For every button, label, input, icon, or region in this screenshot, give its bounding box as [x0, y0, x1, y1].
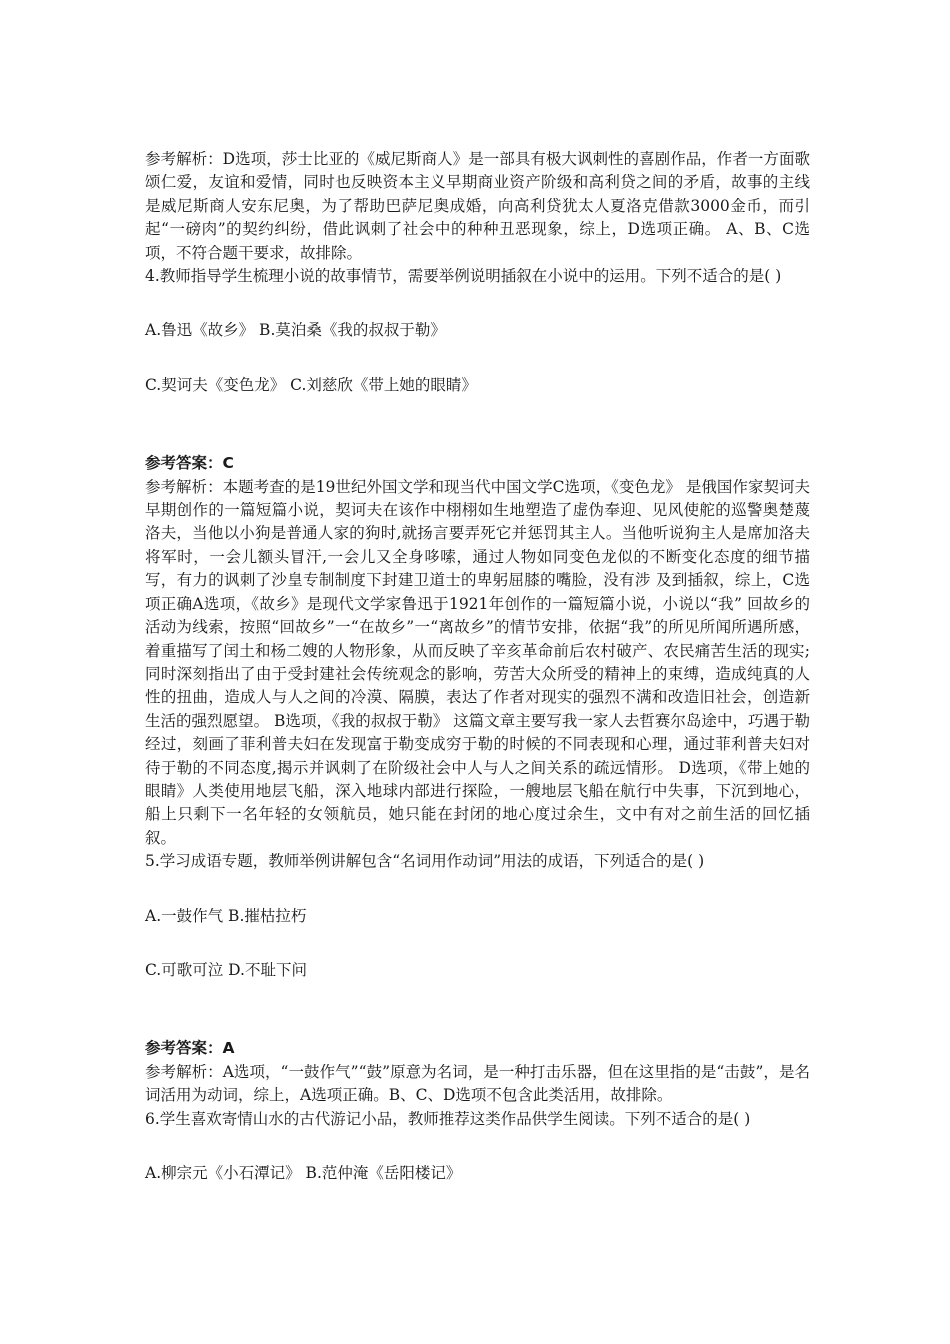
q5-answer-label: 参考答案： — [145, 1038, 223, 1058]
q5-analysis: 参考解析：A选项，“一鼓作气”“鼓”原意为名词，是一种打击乐器，但在这里指的是“击鼓”，是名词活用为动词，综上，A选项正确。B、C、D选项不包含此类活用，故排除。 — [145, 1062, 810, 1105]
q3-analysis: 参考解析：D选项，莎士比亚的《威尼斯商人》是一部具有极大讽刺性的喜剧作品，作者一方面歌颂仁爱，友谊和爱情，同时也反映资本主义早期商业资产阶级和高利贷之间的矛盾，故事的主线是威尼斯商人安东尼奥，为了帮助巴萨尼奥成婚，向高利贷犹太人夏洛克借款3000金币，而引起“一磅肉”的契约纠纷，借此讽刺了社会中的种种丑恶现象，综上，D选项正确。 A、B、C选项，不符合题干要求，故排除。 — [145, 150, 810, 262]
q5-stem: 5.学习成语专题，教师举例讲解包含“名词用作动词”用法的成语，下列适合的是( ) — [145, 852, 705, 871]
q5-answer — [145, 1036, 810, 1060]
q4-stem: 4.教师指导学生梳理小说的故事情节，需要举例说明插叙在小说中的运用。下列不适合的是( ) — [145, 267, 782, 286]
q6-stem: 6.学生喜欢寄情山水的古代游记小品，教师推荐这类作品供学生阅读。下列不适合的是( ) — [145, 1109, 751, 1128]
q4-analysis: 参考解析：本题考查的是19世纪外国文学和现当代中国文学C选项，《变色龙》 是俄国作家契诃夫早期创作的一篇短篇小说，契诃夫在该作中栩栩如生地塑造了虚伪奉迎、见风使舵的巡警奥楚蔑洛夫，当他以小狗是普通人家的狗时,就扬言要弄死它并惩罚其主人。当他听说狗主人是席加洛夫将军时，一会儿额头冒汗,一会儿又全身哆嗦，通过人物如同变色龙似的不断变化态度的细节描写，有力的讽刺了沙皇专制制度下封建卫道士的卑躬屈膝的嘴脸，没有涉 及到插叙，综上，C选项正确A选项，《故乡》是现代文学家鲁迅于1921年创作的一篇短篇小说，小说以“我” 回故乡的活动为线索，按照“回故乡”一“在故乡”一“离故乡”的情节安排，依据“我”的所见所闻所遇所感，着重描写了闰土和杨二嫂的人物形象，从而反映了辛亥革命前后农村破产、农民痛苦生活的现实;同时深刻指出了由于受封建社会传统观念的影响，劳苦大众所受的精神上的束缚，造成纯真的人性的扭曲，造成人与人之间的冷漠、隔膜，表达了作者对现实的强烈不满和改造旧社会，创造新生活的强烈愿望。 B选项，《我的叔叔于勒》 这篇文章主要写我一家人去哲赛尔岛途中，巧遇于勒经过，刻画了菲利普夫妇在发现富于勒变成穷于勒的时候的不同表现和心理，通过菲利普夫妇对待于勒的不同态度,揭示并讽刺了在阶级社会中人与人之间关系的疏远情形。 D选项，《带上她的眼睛》人类使用地层飞船，深入地球内部进行探险，一艘地层飞船在航行中失事，下沉到地心，船上只剩下一名年轻的女领航员，她只能在封闭的地心度过余生，文中有对之前生活的回忆插叙。 — [145, 477, 810, 847]
q5-options-cd: C.可歌可泣 D.不耻下问 — [145, 960, 307, 979]
q6-options-ab: A.柳宗元《小石潭记》 B.范仲淹《岳阳楼记》 — [145, 1164, 462, 1182]
q4-answer-value: C — [222, 454, 234, 473]
q4-options-ab: A.鲁迅《故乡》 B.莫泊桑《我的叔叔于勒》 — [145, 321, 446, 340]
q5-answer-value: A — [222, 1039, 235, 1058]
q5-options-ab: A.一鼓作气 B.摧枯拉朽 — [145, 906, 307, 925]
q4-options-cd: C.契诃夫《变色龙》 C.刘慈欣《带上她的眼睛》 — [145, 375, 477, 394]
q4-answer — [145, 451, 810, 475]
q4-answer-label: 参考答案： — [145, 453, 223, 473]
document-page — [145, 148, 810, 1185]
